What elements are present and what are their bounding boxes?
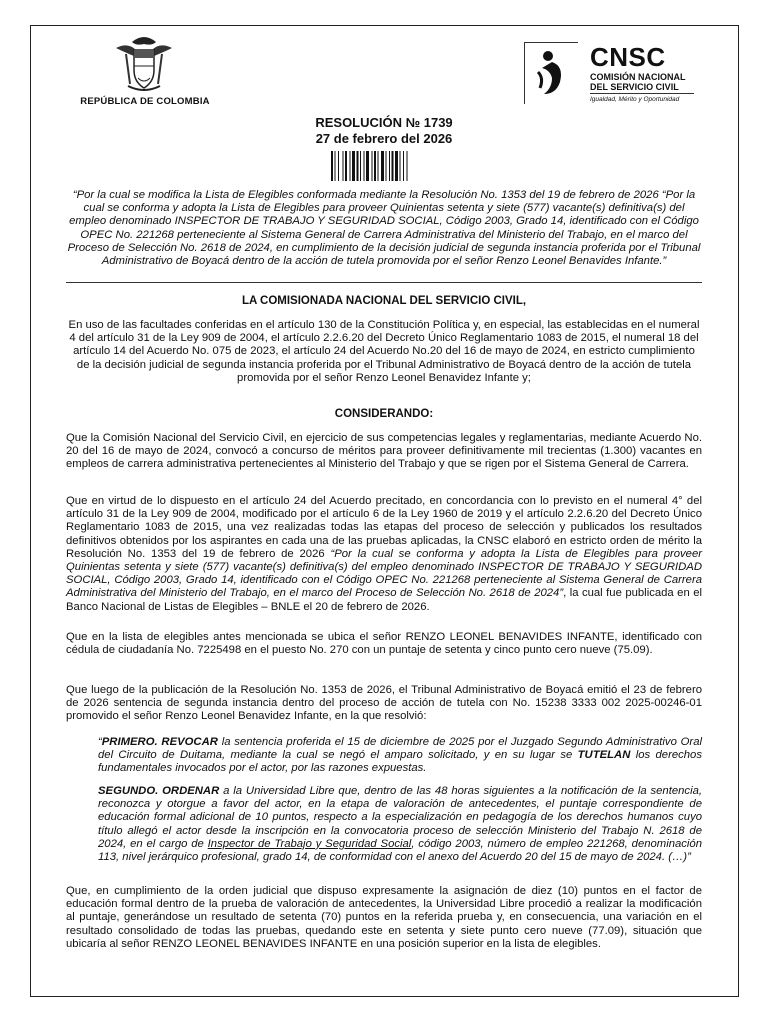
ruling-quote-second [98, 785, 702, 864]
resolution-date: 27 de febrero del 2026 [315, 131, 453, 146]
ruling-tutelan: TUTELAN [577, 749, 631, 762]
commission-heading: LA COMISIONADA NACIONAL DEL SERVICIO CIVIL, [241, 295, 527, 307]
logo-acronym: CNSC [590, 42, 666, 72]
divider [66, 282, 702, 283]
ruling-second-end: , código 2003, número de empleo 221268, denominación 113, nivel jerárquico profesional, grado 14, de conformidad con el anexo del Acuerdo 20 del 15 de mayo de 2024. (…)” [98, 837, 702, 864]
considering-paragraph-1: Que la Comisión Nacional del Servicio Civil, en ejercicio de sus competencias legales y reglamentarias, mediante Acuerdo No. 20 del 16 de mayo de 2024, convocó a concurso de méritos para proveer definitivamente mil trecientas (1.300) vacantes en empleos de carrera administrativa pertenecientes al Ministerio del Trabajo y que se rigen por el Sistema General de Carrera. [66, 432, 702, 471]
cnsc-logo [524, 42, 696, 106]
considering-paragraph-2 [66, 495, 702, 614]
ruling-first-end: los derechos fundamentales invocados por el actor, por las razones expuestas. [98, 749, 702, 775]
considering-heading: CONSIDERANDO: [334, 408, 434, 420]
paragraph-2-quote: “Por la cual se conforma y adopta la Lista de Elegibles para proveer Quinientas setenta y siete (577) vacante(s) definitiva(s) del empleo denominado INSPECTOR DE TRABAJO Y SEGURIDAD SOCIAL, Código 2003, Grado 14, identificado con el Código OPEC No. 221268 perteneciente al Sistema General de Carrera Administrativa del Ministerio del Trabajo, en el marco del Proceso de Selección No. 2618 de 2024” [66, 547, 702, 600]
paragraph-2-text: Que en virtud de lo dispuesto en el artículo 24 del Acuerdo precitado, en concordancia con lo previsto en el numeral 4° del artículo 31 de la Ley 909 de 2004, modificado por el artículo 6 de la Ley 1960 de 2019 y el artículo 2.2.6.20 del Decreto Único Reglamentario 1083 de 2015, una vez realizadas todas las etapas del proceso de selección y publicados los resultados definitivos obtenidos por los aspirantes en cada una de las pruebas aplicadas, la CNSC elaboró en estricto orden de mérito la Resolución No. 1353 del 19 de febrero de 2026 [66, 495, 702, 560]
country-name: REPÚBLICA DE COLOMBIA [80, 96, 210, 107]
resolution-title: RESOLUCIÓN № 1739 [315, 115, 453, 130]
barcode-icon [331, 151, 437, 181]
colombia-coat-of-arms-icon [112, 34, 176, 94]
paragraph-2-end: , la cual fue publicada en el Banco Nacional de Listas de Elegibles – BNLE el 20 de febrero de 2026. [66, 587, 703, 613]
intro-paragraph: En uso de las facultades conferidas en el artículo 130 de la Constitución Política y, en especial, las establecidas en el numeral 4 del artículo 31 de la Ley 909 de 2004, el artículo 2.2.6.20 del Decreto Único Reglamentario 1083 de 2015, el numeral 18 del artículo 14 del Acuerdo No. 075 de 2023, el artículo 24 del Acuerdo No.20 del 16 de mayo de 2024, en estricto cumplimiento de la decisión judicial de segunda instancia proferida por el Tribunal Administrativo de Boyacá dentro de la acción de tutela promovida por el señor Renzo Leonel Benavidez Infante y; [68, 319, 700, 384]
cnsc-figure-icon [534, 48, 568, 98]
logo-name-line2: DEL SERVICIO CIVIL [590, 82, 679, 92]
position-name: Inspector de Trabajo y Seguridad Social [207, 837, 412, 850]
resolution-summary: “Por la cual se modifica la Lista de Elegibles conformada mediante la Resolución No. 1353 del 19 de febrero de 2026 “Por la cual se conforma y adopta la Lista de Elegibles para proveer Quinientas setenta y siete (577) vacante(s) definitiva(s) del empleo denominado INSPECTOR DE TRABAJO Y SEGURIDAD SOCIAL, Código 2003, Grado 14, identificado con el Código OPEC No. 221268 perteneciente al Sistema General de Carrera Administrativa del Ministerio del Trabajo, en el marco del Proceso de Selección No. 2618 de 2024, en cumplimiento de la decisión judicial de segunda instancia proferida por el Tribunal Administrativo de Boyacá dentro de la acción de tutela promovida por el señor Renzo Leonel Benavides Infante.” [67, 189, 701, 268]
quote-open: “ [98, 736, 102, 748]
ruling-quote-first [98, 736, 702, 776]
ruling-second-label: SEGUNDO. ORDENAR [98, 785, 220, 797]
logo-separator [590, 93, 694, 94]
considering-paragraph-4: Que luego de la publicación de la Resolución No. 1353 de 2026, el Tribunal Administrativo de Boyacá emitió el 23 de febrero de 2026 sentencia de segunda instancia dentro del proceso de acción de tutela con No. 15238 3333 002 2025-00246-01 promovido el señor Renzo Leonel Benavidez Infante, en la que resolvió: [66, 684, 702, 723]
ruling-first-text: la sentencia proferida el 15 de diciembre de 2025 por el Juzgado Segundo Administrativo Oral del Circuito de Duitama, mediante la cual se negó el amparo solicitado, y en su lugar se [98, 736, 702, 762]
considering-paragraph-5: Que, en cumplimiento de la orden judicial que dispuso expresamente la asignación de diez (10) puntos en el factor de educación formal dentro de la prueba de valoración de antecedentes, la Universidad Libre procedió a realizar la modificación al puntaje, generándose un resultado de setenta (70) puntos en la referida prueba y, en consecuencia, una variación en el resultado consolidado de todas las pruebas, quedando este en setenta y siete punto cero nueve (77.09), situación que ubicaría al señor RENZO LEONEL BENAVIDES INFANTE en una posición superior en la lista de elegibles. [66, 885, 702, 950]
logo-tagline: Igualdad, Mérito y Oportunidad [590, 96, 680, 103]
logo-name-line1: COMISIÓN NACIONAL [590, 72, 686, 82]
considering-paragraph-3: Que en la lista de elegibles antes mencionada se ubica el señor RENZO LEONEL BENAVIDES INFANTE, identificado con cédula de ciudadanía No. 7225498 en el puesto No. 270 con un puntaje de setenta y cinco punto cero nueve (75.09). [66, 631, 702, 657]
ruling-second-text: a la Universidad Libre que, dentro de las 48 horas siguientes a la notificación de la sentencia, reconozca y otorgue a favor del actor, en la etapa de valoración de antecedentes, el puntaje correspondiente de educación formal adicional de 10 puntos, respecto a la especialización en pedagogía de los derechos humanos cuyo título allegó el actor desde la inscripción en la convocatoria proceso de selección Ministerio del Trabajo N. 2618 de 2024, en el cargo de [98, 785, 703, 850]
ruling-first-label: PRIMERO. REVOCAR [101, 736, 218, 748]
